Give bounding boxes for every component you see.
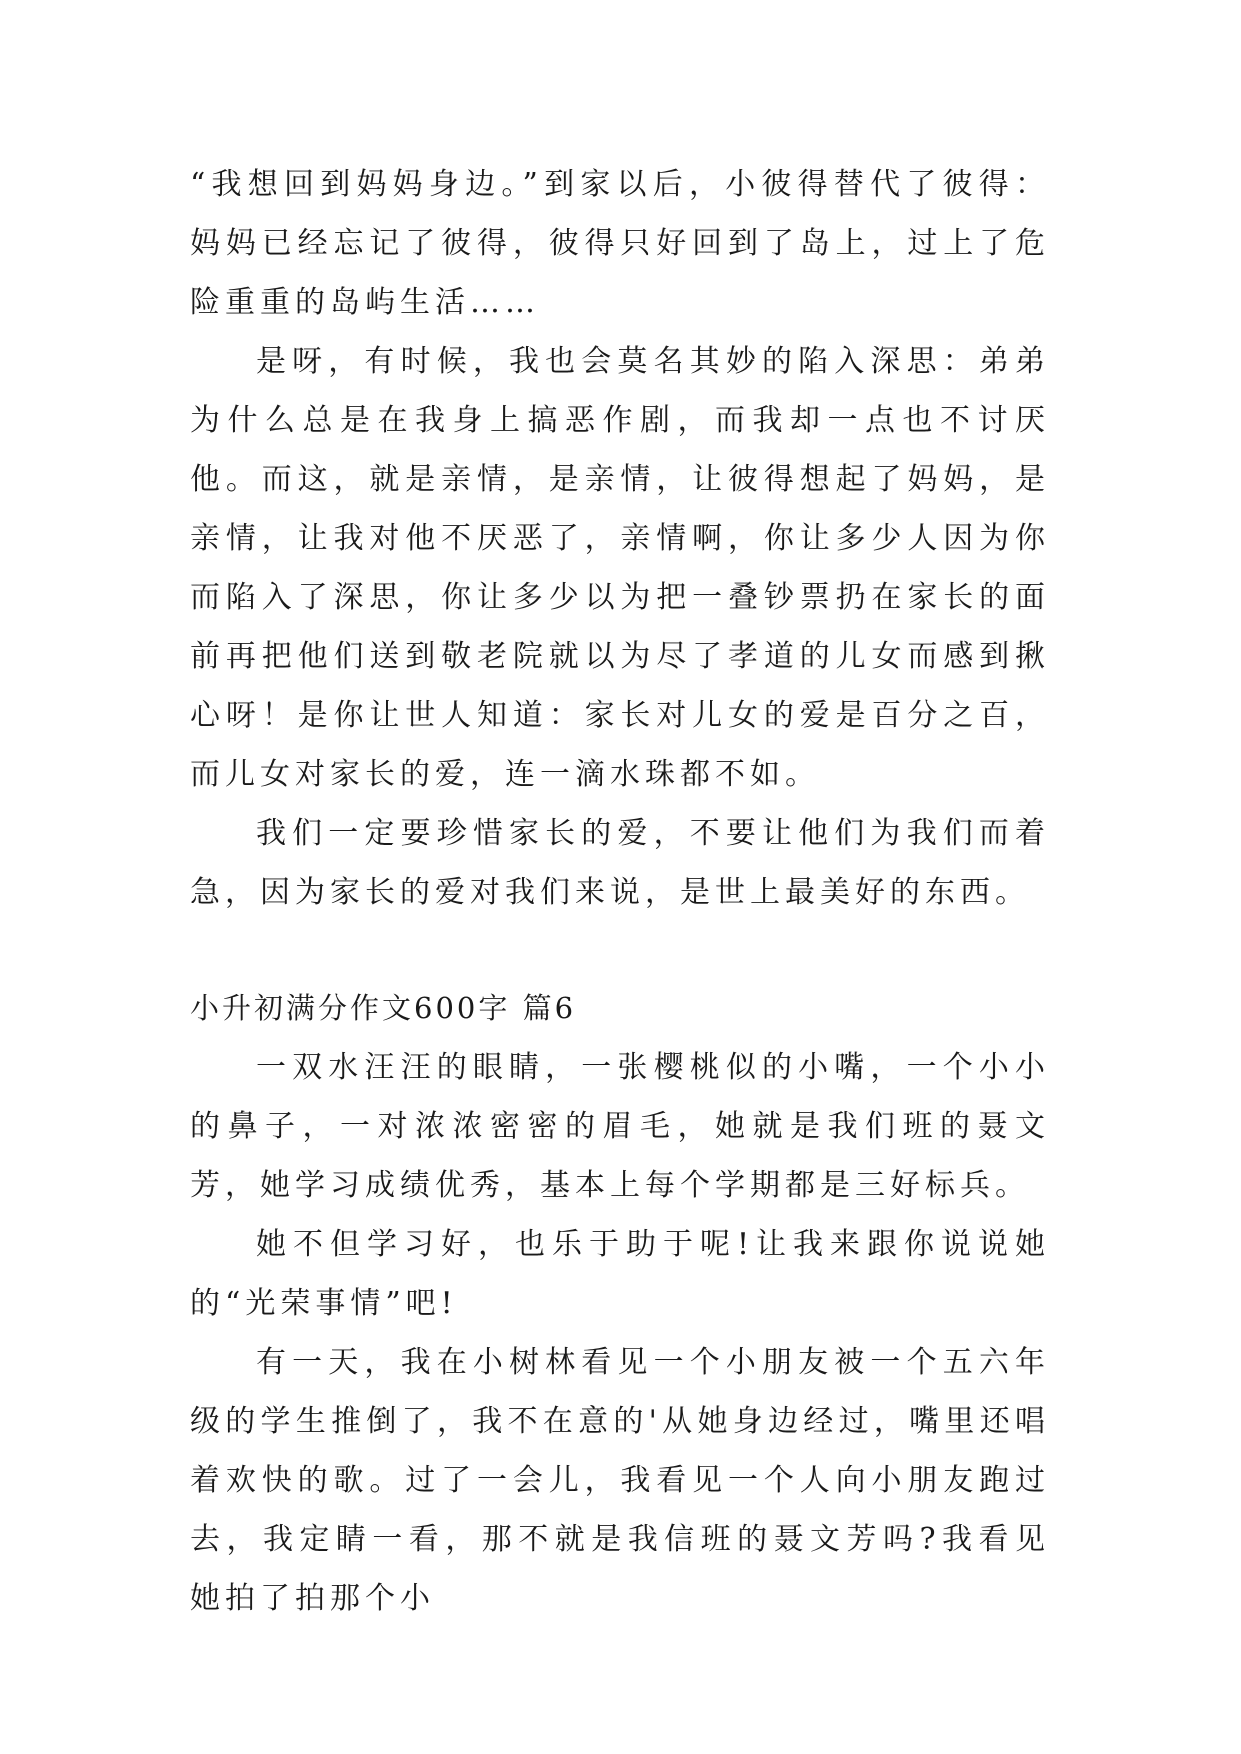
paragraph-6: 有一天，我在小树林看见一个小朋友被一个五六年级的学生推倒了，我不在意的'从她身边经过，嘴里还唱着欢快的歌。过了一会儿，我看见一个人向小朋友跑过去，我定睛一看，那不就是我信班的聂文芳吗?我看见她拍了拍那个小	[190, 1345, 1050, 1616]
section-spacer	[190, 922, 1050, 979]
paragraph-4: 一双水汪汪的眼睛，一张樱桃似的小嘴，一个小小的鼻子，一对浓浓密密的眉毛，她就是我们班的聂文芳，她学习成绩优秀，基本上每个学期都是三好标兵。	[190, 1050, 1050, 1203]
section-heading: 小升初满分作文600字 篇6	[190, 991, 577, 1025]
paragraph-2: 是呀，有时候，我也会莫名其妙的陷入深思：弟弟为什么总是在我身上搞恶作剧，而我却一点也不讨厌他。而这，就是亲情，是亲情，让彼得想起了妈妈，是亲情，让我对他不厌恶了，亲情啊，你让多少人因为你而陷入了深思，你让多少以为把一叠钞票扔在家长的面前再把他们送到敬老院就以为尽了孝道的儿女而感到揪心呀！是你让世人知道：家长对儿女的爱是百分之百，而儿女对家长的爱，连一滴水珠都不如。	[190, 344, 1050, 792]
paragraph-1: “我想回到妈妈身边。”到家以后，小彼得替代了彼得：妈妈已经忘记了彼得，彼得只好回到了岛上，过上了危险重重的岛屿生活……	[190, 167, 1050, 320]
document-body	[190, 155, 1050, 1628]
paragraph-3: 我们一定要珍惜家长的爱，不要让他们为我们而着急，因为家长的爱对我们来说，是世上最美好的东西。	[190, 816, 1050, 910]
paragraph-5: 她不但学习好，也乐于助于呢!让我来跟你说说她的“光荣事情”吧!	[190, 1227, 1050, 1321]
